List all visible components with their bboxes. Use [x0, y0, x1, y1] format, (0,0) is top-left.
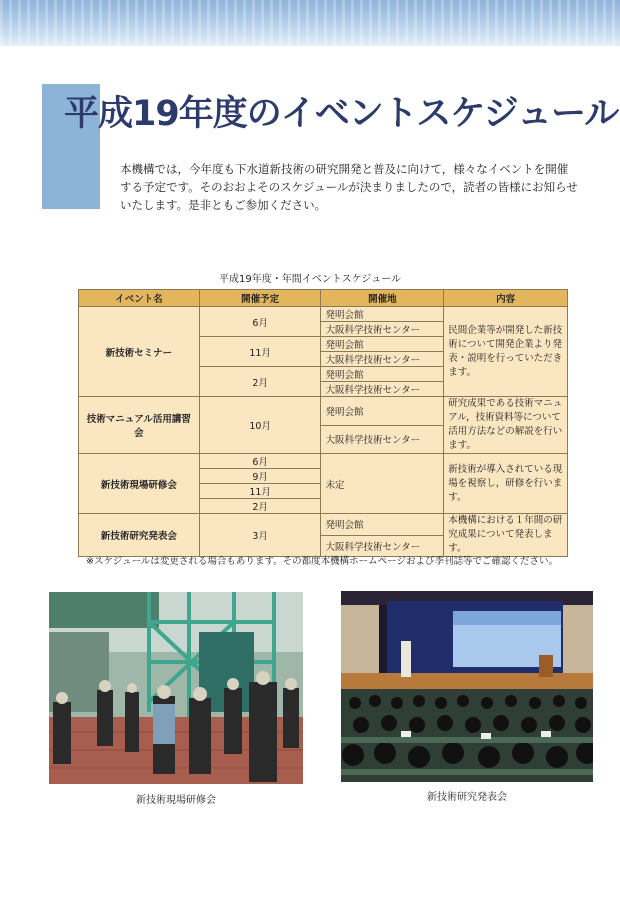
table-header-row: [79, 290, 568, 307]
event-month: 6月: [199, 454, 321, 469]
event-name: 新技術研究発表会: [79, 514, 200, 557]
header-event: イベント名: [79, 290, 200, 307]
event-month: 2月: [199, 499, 321, 514]
event-venue: 大阪科学技術センター: [321, 382, 444, 397]
event-venue: 発明会館: [321, 514, 444, 536]
event-venue: 発明会館: [321, 307, 444, 322]
schedule-table: [78, 289, 568, 557]
event-month: 9月: [199, 469, 321, 484]
page-title: 平成19年度のイベントスケジュール: [64, 94, 619, 134]
schedule-note: ※スケジュールは変更される場合もあります。その都度本機構ホームページおよび季刊誌等でご確認ください。: [86, 556, 558, 567]
event-venue: 大阪科学技術センター: [321, 322, 444, 337]
event-month: 6月: [199, 307, 321, 337]
event-venue: 大阪科学技術センター: [321, 352, 444, 367]
event-venue: 大阪科学技術センター: [321, 535, 444, 557]
table-row: [79, 397, 568, 426]
event-month: 10月: [199, 397, 321, 454]
table-row: [79, 307, 568, 322]
header-content: 内容: [444, 290, 568, 307]
event-desc: 民間企業等が開発した新技術について開発企業より発表・説明を行っていただきます。: [444, 307, 568, 397]
photo-field-training: [49, 592, 303, 784]
event-desc: 新技術が導入されている現場を視察し，研修を行います。: [444, 454, 568, 514]
event-month: 11月: [199, 337, 321, 367]
event-desc: 本機構における１年間の研究成果について発表します。: [444, 514, 568, 557]
event-name: 新技術現場研修会: [79, 454, 200, 514]
event-desc: 研究成果である技術マニュアル，技術資料等について活用方法などの解説を行います。: [444, 397, 568, 454]
header-band: [0, 0, 620, 46]
event-venue: 発明会館: [321, 397, 444, 426]
event-venue: 発明会館: [321, 367, 444, 382]
intro-paragraph: 本機構では，今年度も下水道新技術の研究開発と普及に向けて，様々なイベントを開催する予定です。そのおおよそのスケジュールが決まりましたので，読者の皆様にお知らせいたします。是非ともご参加ください。: [120, 162, 578, 212]
event-month: 3月: [199, 514, 321, 557]
event-venue: 大阪科学技術センター: [321, 425, 444, 454]
event-venue: 発明会館: [321, 337, 444, 352]
header-date: 開催予定: [199, 290, 321, 307]
table-caption: 平成19年度・年間イベントスケジュール: [218, 274, 402, 285]
event-month: 11月: [199, 484, 321, 499]
photo-caption-left: 新技術現場研修会: [136, 795, 216, 806]
header-venue: 開催地: [321, 290, 444, 307]
event-venue: 未定: [321, 454, 444, 514]
photo-caption-right: 新技術研究発表会: [427, 792, 507, 803]
event-name: 技術マニュアル活用講習会: [79, 397, 200, 454]
table-row: [79, 454, 568, 469]
photo-research-presentation: [341, 591, 593, 782]
event-name: 新技術セミナー: [79, 307, 200, 397]
event-month: 2月: [199, 367, 321, 397]
table-row: [79, 514, 568, 536]
